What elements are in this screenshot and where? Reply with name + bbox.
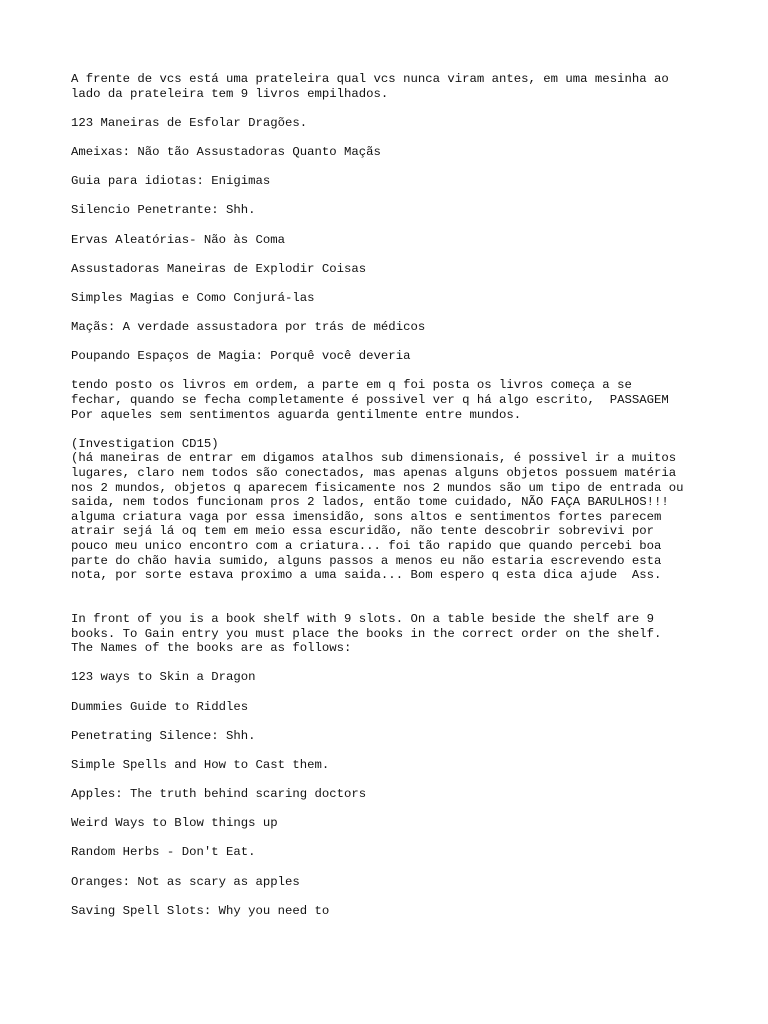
pt-book-title: Maçãs: A verdade assustadora por trás de médicos xyxy=(71,320,426,335)
en-book-title: 123 ways to Skin a Dragon xyxy=(71,670,256,685)
pt-book-title: Guia para idiotas: Enigimas xyxy=(71,174,271,189)
en-book-title: Weird Ways to Blow things up xyxy=(71,816,278,831)
pt-book-title: 123 Maneiras de Esfolar Dragões. xyxy=(71,115,308,130)
en-book-title: Penetrating Silence: Shh. xyxy=(71,728,256,743)
pt-book-title: Assustadoras Maneiras de Explodir Coisas xyxy=(71,261,367,276)
en-book-title: Saving Spell Slots: Why you need to xyxy=(71,903,330,918)
pt-book-title: Ervas Aleatórias- Não às Coma xyxy=(71,232,286,247)
en-book-title: Apples: The truth behind scaring doctors xyxy=(71,787,367,802)
en-intro-paragraph: In front of you is a book shelf with 9 slots. On a table beside the shelf are 9 books. To Gain entry you must place the books in the correct order on the shelf. The Names of the books are as follows: xyxy=(71,611,662,656)
en-book-title: Oranges: Not as scary as apples xyxy=(71,874,300,889)
pt-book-title: Poupando Espaços de Magia: Porquê você deveria xyxy=(71,349,411,364)
pt-passage-paragraph: tendo posto os livros em ordem, a parte em q foi posta os livros começa a se fechar, quando se fecha completamente é possivel ver q há algo escrito, PASSAGEM Por aqueles sem sentimentos aguarda gentilmente entre mundos. xyxy=(71,378,669,422)
pt-book-title: Silencio Penetrante: Shh. xyxy=(71,203,256,218)
pt-book-title: Simples Magias e Como Conjurá-las xyxy=(71,290,315,305)
en-book-title: Random Herbs - Don't Eat. xyxy=(71,845,256,860)
document-page xyxy=(71,72,731,918)
pt-intro-paragraph: A frente de vcs está uma prateleira qual vcs nunca viram antes, em uma mesinha ao lado da prateleira tem 9 livros empilhados. xyxy=(71,72,669,101)
en-book-title: Simple Spells and How to Cast them. xyxy=(71,757,330,772)
pt-investigation-note: (Investigation CD15) (há maneiras de entrar em digamos atalhos sub dimensionais, é possivel ir a muitos lugares, claro nem todos são conectados, mas apenas alguns objetos possuem matéria nos 2 mundos, objetos q aparecem fisicamente nos 2 mundos são um tipo de entrada ou saida, nem todos funcionam pros 2 lados, então tome cuidado, NÃO FAÇA BARULHOS!!! alguma criatura vaga por essa imensidão, sons altos e sentimentos fortes parecem atrair sejá lá oq tem em meio essa escuridão, não tente descobrir sobrevivi por pouco meu unico encontro com a criatura... foi tão rapido que quando percebi boa parte do chão havia sumido, alguns passos a menos eu não estaria escrevendo esta nota, por sorte estava proximo a uma saida... Bom espero q esta dica ajude Ass. xyxy=(71,436,684,583)
en-book-title: Dummies Guide to Riddles xyxy=(71,699,249,714)
pt-book-title: Ameixas: Não tão Assustadoras Quanto Maçãs xyxy=(71,144,381,159)
